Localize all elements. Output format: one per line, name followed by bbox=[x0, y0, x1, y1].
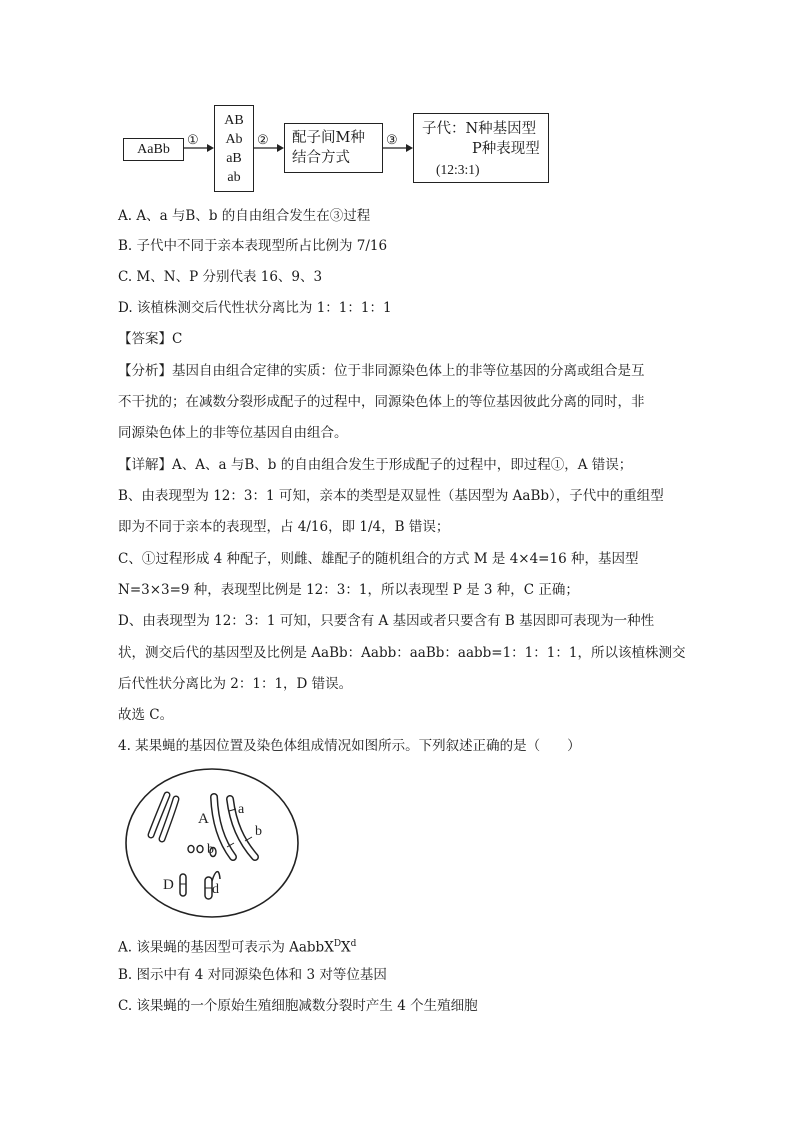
arrow-3-icon bbox=[383, 143, 414, 153]
q3-detail-line: 【详解】A、A、a 与B、b 的自由组合发生于形成配子的过程中，即过程①，A 错误； bbox=[118, 457, 633, 473]
q4-option-a-sup: D bbox=[333, 939, 342, 949]
offspring-box bbox=[413, 113, 549, 183]
q4-option-a-x: X bbox=[341, 939, 351, 956]
q3-analysis-line: 同源染色体上的非等位基因自由组合。 bbox=[118, 425, 348, 441]
step1-label: ① bbox=[187, 132, 199, 147]
gamete-item: ab bbox=[227, 170, 241, 185]
q3-detail-line: C、①过程形成 4 种配子，则雌、雄配子的随机组合的方式 M 是 4×4=16 种，基因型 bbox=[118, 551, 639, 567]
gametes-box bbox=[214, 105, 254, 192]
offspring-genotype: 子代：N种基因型 bbox=[422, 121, 537, 137]
q3-option-d: D. 该植株测交后代性状分离比为 1：1：1：1 bbox=[118, 300, 392, 316]
gene-label-D: D bbox=[163, 877, 174, 893]
q4-stem: 4. 某果蝇的基因位置及染色体组成情况如图所示。下列叙述正确的是（ ） bbox=[118, 738, 581, 754]
gene-label-b: b bbox=[207, 842, 214, 857]
chromosome-dot bbox=[188, 845, 194, 852]
chromosome-dot bbox=[197, 845, 203, 852]
gamete-item: Ab bbox=[225, 132, 243, 147]
q3-option-c: C. M、N、P 分别代表 16、9、3 bbox=[118, 269, 323, 285]
gene-label-a: a bbox=[238, 802, 245, 817]
q3-answer: 【答案】C bbox=[118, 331, 183, 347]
q4-option-b: B. 图示中有 4 对同源染色体和 3 对等位基因 bbox=[118, 967, 387, 983]
combination-line1: 配子间M种 bbox=[292, 130, 365, 146]
q4-option-a bbox=[118, 934, 356, 958]
gene-label-d: d bbox=[212, 882, 219, 897]
chromosome-X-D bbox=[180, 874, 186, 896]
step2-label: ② bbox=[257, 132, 269, 147]
arrow-2-icon bbox=[254, 143, 285, 153]
parent-genotype-box bbox=[123, 138, 184, 161]
combination-box bbox=[284, 123, 383, 173]
offspring-phenotype: P种表现型 bbox=[472, 141, 540, 157]
offspring-ratio: (12:3:1) bbox=[436, 162, 480, 177]
q4-option-a-sup: d bbox=[350, 939, 357, 949]
cell-chromosome-figure bbox=[123, 767, 303, 919]
q4-option-a-text: A. 该果蝇的基因型可表示为 AabbX bbox=[118, 939, 334, 956]
q3-analysis-line: 【分析】基因自由组合定律的实质：位于非同源染色体上的非等位基因的分离或组合是互 bbox=[118, 363, 645, 379]
q3-detail-line: 后代性状分离比为 2：1：1，D 错误。 bbox=[118, 676, 353, 692]
q3-detail-line: N=3×3=9 种，表现型比例是 12：3：1，所以表现型 P 是 3 种，C 正确； bbox=[118, 582, 579, 598]
q3-detail-line: 状，测交后代的基因型及比例是 AaBb：Aabb：aaBb：aabb=1：1：1：1，所以该植株测交 bbox=[118, 645, 686, 661]
chromosome-Y bbox=[212, 872, 220, 881]
gamete-item: aB bbox=[226, 151, 242, 166]
gene-label-A: A bbox=[198, 811, 209, 827]
q3-option-a: A. A、a 与B、b 的自由组合发生在③过程 bbox=[118, 208, 371, 224]
step3-label: ③ bbox=[386, 132, 398, 147]
combination-line2: 结合方式 bbox=[292, 150, 350, 166]
q3-detail-line: B、由表现型为 12：3：1 可知，亲本的类型是双显性（基因型为 AaBb），子代中的重组型 bbox=[118, 488, 664, 504]
gamete-item: AB bbox=[224, 113, 244, 128]
parent-genotype: AaBb bbox=[137, 142, 170, 157]
q3-detail-line: D、由表现型为 12：3：1 可知，只要含有 A 基因或者只要含有 B 基因即可表现为一种性 bbox=[118, 613, 655, 629]
arrow-1-icon bbox=[184, 143, 215, 153]
gene-label-b: b bbox=[255, 824, 262, 839]
q3-option-b: B. 子代中不同于亲本表现型所占比例为 7/16 bbox=[118, 238, 388, 254]
q3-conclusion: 故选 C。 bbox=[118, 707, 174, 723]
q4-option-c: C. 该果蝇的一个原始生殖细胞减数分裂时产生 4 个生殖细胞 bbox=[118, 998, 478, 1014]
q3-analysis-line: 不干扰的；在减数分裂形成配子的过程中，同源染色体上的等位基因彼此分离的同时，非 bbox=[118, 394, 645, 410]
q3-detail-line: 即为不同于亲本的表现型，占 4/16，即 1/4，B 错误； bbox=[118, 519, 450, 535]
